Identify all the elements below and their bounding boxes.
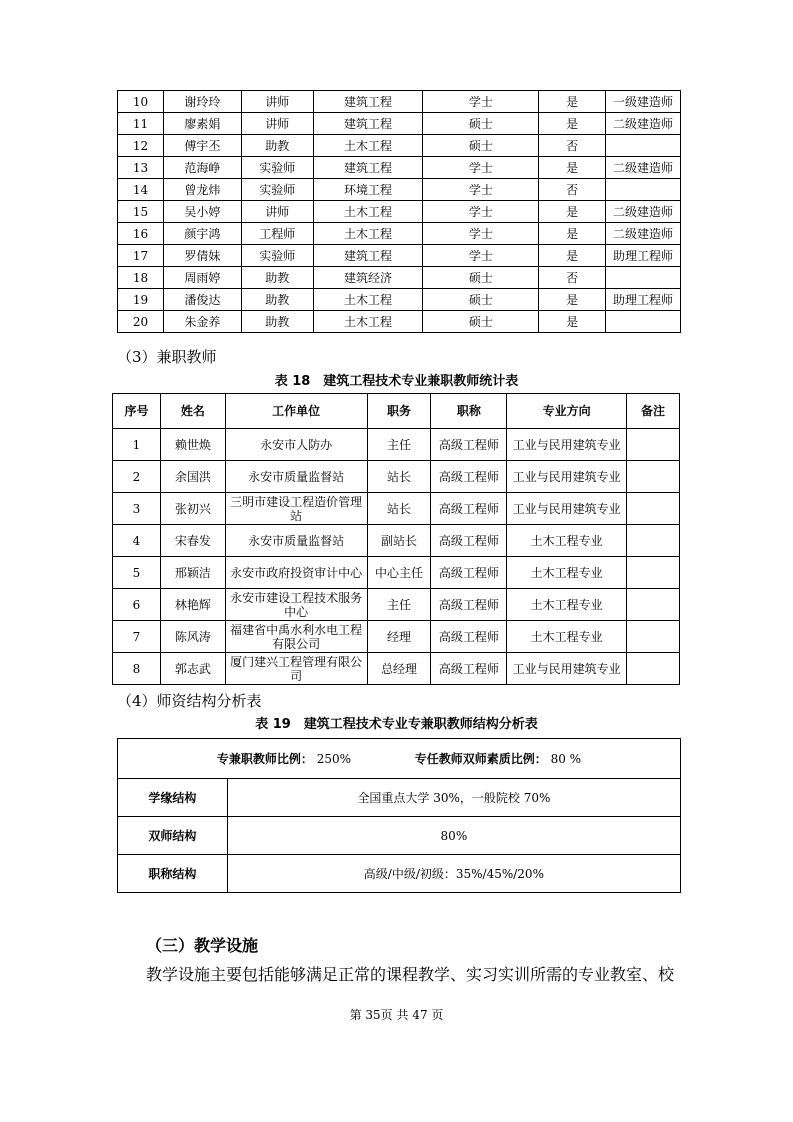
table-cell: 工程师 <box>241 223 313 245</box>
table-cell <box>627 525 680 557</box>
table-cell <box>606 179 681 201</box>
table-cell: 二级建造师 <box>606 157 681 179</box>
table-row <box>118 179 681 201</box>
table-cell: 赖世焕 <box>160 429 225 461</box>
structure-row <box>118 779 681 817</box>
table-cell: 高级工程师 <box>431 525 507 557</box>
table-cell: 张初兴 <box>160 493 225 525</box>
table-cell: 宋春发 <box>160 525 225 557</box>
table-row <box>113 461 680 493</box>
table-cell: 高级工程师 <box>431 557 507 589</box>
structure-label: 学缘结构 <box>118 779 228 817</box>
table-cell: 硕士 <box>423 135 539 157</box>
table-cell: 3 <box>113 493 161 525</box>
page-footer: 第 35页 共 47 页 <box>349 1008 444 1022</box>
table-cell: 硕士 <box>423 311 539 333</box>
table-cell: 硕士 <box>423 289 539 311</box>
table-row <box>113 429 680 461</box>
table-cell: 工业与民用建筑专业 <box>507 461 627 493</box>
table-cell: 郭志武 <box>160 653 225 685</box>
table-cell: 否 <box>539 179 606 201</box>
table-cell: 助教 <box>241 135 313 157</box>
table-cell: 14 <box>118 179 164 201</box>
table-cell: 余国洪 <box>160 461 225 493</box>
faculty-structure-table <box>117 738 681 893</box>
table-cell: 高级工程师 <box>431 461 507 493</box>
table-header-row <box>113 394 680 429</box>
table-cell: 否 <box>539 135 606 157</box>
table-cell: 学士 <box>423 201 539 223</box>
table-row <box>118 113 681 135</box>
table-cell: 是 <box>539 157 606 179</box>
table-row <box>113 525 680 557</box>
table-cell: 土木工程 <box>313 201 423 223</box>
table-cell: 二级建造师 <box>606 223 681 245</box>
table-cell <box>627 493 680 525</box>
part-time-teacher-table <box>112 393 680 685</box>
table-cell: 高级工程师 <box>431 653 507 685</box>
table-cell: 谢玲玲 <box>163 91 241 113</box>
table-row <box>118 91 681 113</box>
table-cell: 4 <box>113 525 161 557</box>
table-cell: 土木工程 <box>313 223 423 245</box>
table-cell: 否 <box>539 267 606 289</box>
structure-value: 高级/中级/初级：35%/45%/20% <box>227 855 680 893</box>
table-cell: 讲师 <box>241 201 313 223</box>
table-cell: 19 <box>118 289 164 311</box>
table-cell: 7 <box>113 621 161 653</box>
table-cell: 工业与民用建筑专业 <box>507 429 627 461</box>
table-cell: 学士 <box>423 91 539 113</box>
table-cell: 讲师 <box>241 91 313 113</box>
table-cell: 颜宇鸿 <box>163 223 241 245</box>
table-cell: 是 <box>539 245 606 267</box>
table-cell: 副站长 <box>367 525 431 557</box>
table-cell: 17 <box>118 245 164 267</box>
structure-row <box>118 855 681 893</box>
table-cell: 潘俊达 <box>163 289 241 311</box>
column-header: 职称 <box>431 394 507 429</box>
table18-caption: 表 18 建筑工程技术专业兼职教师统计表 <box>274 374 519 389</box>
column-header: 职务 <box>367 394 431 429</box>
table-row <box>113 653 680 685</box>
ratio-label: 专兼职教师比例： <box>216 751 313 766</box>
table-cell: 站长 <box>367 493 431 525</box>
table-cell: 永安市建设工程技术服务中心 <box>225 589 367 621</box>
table-cell: 土木工程专业 <box>507 525 627 557</box>
table-cell: 是 <box>539 113 606 135</box>
table-cell: 助理工程师 <box>606 245 681 267</box>
table-cell: 土木工程专业 <box>507 589 627 621</box>
table-cell: 2 <box>113 461 161 493</box>
table-cell: 周雨婷 <box>163 267 241 289</box>
table-cell: 12 <box>118 135 164 157</box>
table-cell <box>606 135 681 157</box>
table-row <box>118 157 681 179</box>
table-cell: 硕士 <box>423 113 539 135</box>
table-cell: 福建省中禹水利水电工程有限公司 <box>225 621 367 653</box>
table-cell: 土木工程专业 <box>507 557 627 589</box>
table-row <box>118 289 681 311</box>
table-cell: 15 <box>118 201 164 223</box>
table-cell: 硕士 <box>423 267 539 289</box>
table-cell: 学士 <box>423 223 539 245</box>
table-cell: 高级工程师 <box>431 429 507 461</box>
table-cell: 曾龙炜 <box>163 179 241 201</box>
structure-value: 80% <box>227 817 680 855</box>
table-row <box>118 223 681 245</box>
heading-teaching-facilities: （三）教学设施 <box>146 936 259 955</box>
table-cell: 永安市政府投资审计中心 <box>225 557 367 589</box>
table-cell <box>627 621 680 653</box>
table-cell: 助教 <box>241 311 313 333</box>
table-cell: 厦门建兴工程管理有限公司 <box>225 653 367 685</box>
table-cell: 建筑经济 <box>313 267 423 289</box>
column-header: 序号 <box>113 394 161 429</box>
section-faculty-structure: （4）师资结构分析表 <box>117 692 262 710</box>
table-cell: 土木工程 <box>313 311 423 333</box>
table-cell: 二级建造师 <box>606 201 681 223</box>
column-header: 姓名 <box>160 394 225 429</box>
body-paragraph: 教学设施主要包括能够满足正常的课程教学、实习实训所需的专业教室、校 <box>146 965 675 984</box>
table-row <box>118 135 681 157</box>
table-cell: 一级建造师 <box>606 91 681 113</box>
table-cell: 13 <box>118 157 164 179</box>
table-cell: 二级建造师 <box>606 113 681 135</box>
table-cell: 学士 <box>423 157 539 179</box>
table-cell: 建筑工程 <box>313 245 423 267</box>
table-cell: 主任 <box>367 429 431 461</box>
table-row <box>113 557 680 589</box>
table-cell: 中心主任 <box>367 557 431 589</box>
table-cell: 高级工程师 <box>431 589 507 621</box>
table-cell: 罗倩妹 <box>163 245 241 267</box>
table-cell: 5 <box>113 557 161 589</box>
table-cell: 主任 <box>367 589 431 621</box>
table-row <box>113 621 680 653</box>
table-cell <box>627 653 680 685</box>
structure-row <box>118 817 681 855</box>
table-cell: 建筑工程 <box>313 91 423 113</box>
table-cell: 实验师 <box>241 245 313 267</box>
table-cell: 吴小婷 <box>163 201 241 223</box>
table-cell: 8 <box>113 653 161 685</box>
table-cell: 是 <box>539 223 606 245</box>
column-header: 备注 <box>627 394 680 429</box>
table-cell: 实验师 <box>241 179 313 201</box>
section-part-time-teachers: （3）兼职教师 <box>117 348 217 366</box>
table-cell: 永安市人防办 <box>225 429 367 461</box>
column-header: 专业方向 <box>507 394 627 429</box>
fulltime-teacher-table <box>117 90 681 333</box>
dual-value: 80 % <box>550 751 582 766</box>
table-cell: 傅宇丕 <box>163 135 241 157</box>
table-cell: 建筑工程 <box>313 113 423 135</box>
table-cell: 高级工程师 <box>431 621 507 653</box>
table-cell: 是 <box>539 201 606 223</box>
table-row <box>113 493 680 525</box>
table-cell: 助教 <box>241 289 313 311</box>
table-row <box>118 201 681 223</box>
table-cell: 工业与民用建筑专业 <box>507 493 627 525</box>
table-cell: 环境工程 <box>313 179 423 201</box>
table-cell: 是 <box>539 289 606 311</box>
table-cell <box>627 557 680 589</box>
table-cell <box>627 429 680 461</box>
table-cell: 工业与民用建筑专业 <box>507 653 627 685</box>
ratio-row <box>118 739 681 779</box>
table-cell: 是 <box>539 91 606 113</box>
ratio-value: 250% <box>316 751 352 766</box>
structure-value: 全国重点大学 30%，一般院校 70% <box>227 779 680 817</box>
table-cell: 朱金养 <box>163 311 241 333</box>
table-cell: 高级工程师 <box>431 493 507 525</box>
table-cell: 学士 <box>423 245 539 267</box>
table-cell: 站长 <box>367 461 431 493</box>
table-cell: 范海峥 <box>163 157 241 179</box>
table-cell <box>627 589 680 621</box>
table-cell: 20 <box>118 311 164 333</box>
table-cell: 是 <box>539 311 606 333</box>
structure-label: 双师结构 <box>118 817 228 855</box>
table-cell: 实验师 <box>241 157 313 179</box>
table-row <box>118 267 681 289</box>
table-cell: 永安市质量监督站 <box>225 525 367 557</box>
table-cell: 11 <box>118 113 164 135</box>
table-cell: 6 <box>113 589 161 621</box>
table-row <box>118 245 681 267</box>
table-cell: 土木工程 <box>313 289 423 311</box>
table-cell: 18 <box>118 267 164 289</box>
table-cell: 廖素娟 <box>163 113 241 135</box>
table-cell <box>627 461 680 493</box>
table-cell: 助教 <box>241 267 313 289</box>
table-cell: 1 <box>113 429 161 461</box>
table19-caption: 表 19 建筑工程技术专业专兼职教师结构分析表 <box>255 717 538 732</box>
table-cell: 讲师 <box>241 113 313 135</box>
table-cell: 三明市建设工程造价管理站 <box>225 493 367 525</box>
table-cell: 土木工程 <box>313 135 423 157</box>
table-cell: 学士 <box>423 179 539 201</box>
dual-label: 专任教师双师素质比例： <box>414 751 547 766</box>
table-cell: 建筑工程 <box>313 157 423 179</box>
table-cell: 邢颖洁 <box>160 557 225 589</box>
column-header: 工作单位 <box>225 394 367 429</box>
table-cell <box>606 311 681 333</box>
table-row <box>118 311 681 333</box>
table-row <box>113 589 680 621</box>
table-cell: 经理 <box>367 621 431 653</box>
table-cell: 助理工程师 <box>606 289 681 311</box>
table-cell: 10 <box>118 91 164 113</box>
table-cell: 林艳辉 <box>160 589 225 621</box>
table-cell: 16 <box>118 223 164 245</box>
table-cell: 土木工程专业 <box>507 621 627 653</box>
structure-label: 职称结构 <box>118 855 228 893</box>
table-cell: 总经理 <box>367 653 431 685</box>
table-cell <box>606 267 681 289</box>
table-cell: 永安市质量监督站 <box>225 461 367 493</box>
table-cell: 陈风涛 <box>160 621 225 653</box>
